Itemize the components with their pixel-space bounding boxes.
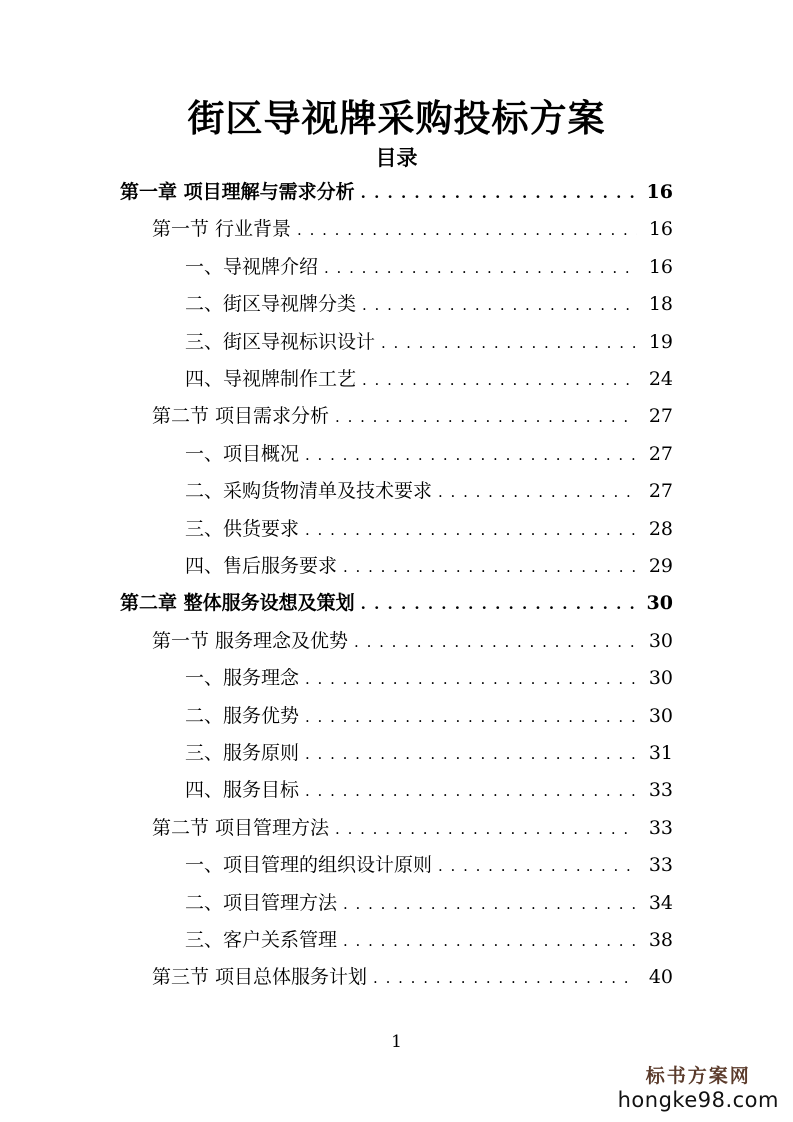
toc-entry[interactable] [185, 776, 673, 805]
toc-entry-page: 29 [648, 555, 673, 577]
toc-leader-dots [305, 776, 637, 805]
site-watermark [618, 1061, 779, 1112]
toc-entry-page: 34 [648, 892, 673, 914]
toc-entry[interactable] [185, 477, 673, 506]
toc-entry-page: 27 [648, 480, 673, 502]
watermark-site-name: 标书方案网 [645, 1065, 751, 1087]
toc-entry-label: 第二节 项目需求分析 [152, 405, 330, 427]
toc-leader-dots [373, 963, 637, 992]
toc-entry-label: 四、服务目标 [185, 779, 300, 801]
toc-leader-dots [362, 365, 637, 394]
toc-entry-label: 四、售后服务要求 [185, 555, 338, 577]
toc-entry[interactable] [152, 627, 673, 656]
toc-entry[interactable] [185, 702, 673, 731]
toc-entry-page: 30 [648, 667, 673, 689]
toc-entry-page: 18 [648, 293, 673, 315]
toc-entry-page: 30 [648, 705, 673, 727]
toc-entry-label: 第二节 项目管理方法 [152, 817, 330, 839]
toc-leader-dots [324, 253, 637, 282]
toc-entry-label: 三、服务原则 [185, 742, 300, 764]
toc-entry[interactable] [185, 440, 673, 469]
toc-leader-dots [335, 402, 637, 431]
toc-leader-dots [305, 702, 637, 731]
toc-entry-page: 30 [646, 592, 673, 614]
toc-entry[interactable] [185, 739, 673, 768]
toc-heading: 目录 [375, 145, 418, 170]
toc-entry-page: 24 [648, 368, 673, 390]
toc-entry-page: 16 [648, 218, 673, 240]
toc-leader-dots [305, 739, 637, 768]
toc-entry-page: 38 [648, 929, 673, 951]
toc-entry-page: 31 [648, 742, 673, 764]
toc-entry-page: 16 [648, 256, 673, 278]
toc-entry-page: 40 [648, 966, 673, 988]
toc-entry-label: 四、导视牌制作工艺 [185, 368, 357, 390]
toc-leader-dots [381, 328, 637, 357]
toc-entry-label: 二、项目管理方法 [185, 892, 338, 914]
toc-entry-label: 三、客户关系管理 [185, 929, 338, 951]
toc-entry[interactable] [152, 814, 673, 843]
toc-leader-dots [305, 664, 637, 693]
toc-entry-label: 第三节 项目总体服务计划 [152, 966, 368, 988]
toc-entry-page: 16 [646, 181, 673, 203]
toc-leader-dots [343, 552, 637, 581]
toc-leader-dots [362, 290, 637, 319]
toc-entry[interactable] [185, 889, 673, 918]
toc-entry-label: 第二章 整体服务设想及策划 [120, 592, 355, 614]
toc-entry-label: 一、服务理念 [185, 667, 300, 689]
toc-leader-dots [335, 814, 637, 843]
toc-entry-page: 27 [648, 443, 673, 465]
toc-entry-page: 33 [648, 854, 673, 876]
toc-entry[interactable] [185, 253, 673, 282]
toc-entry[interactable] [185, 851, 673, 880]
toc-leader-dots [343, 926, 637, 955]
toc-entry-page: 19 [648, 331, 673, 353]
toc-leader-dots [361, 178, 637, 207]
toc-leader-dots [438, 851, 637, 880]
toc-entry[interactable] [152, 215, 673, 244]
toc-entry[interactable] [185, 926, 673, 955]
toc-entry-label: 第一节 服务理念及优势 [152, 630, 349, 652]
toc-leader-dots [354, 627, 637, 656]
toc-entry-page: 27 [648, 405, 673, 427]
toc-entry-label: 一、项目管理的组织设计原则 [185, 854, 433, 876]
toc-leader-dots [343, 889, 637, 918]
toc-entry-label: 三、供货要求 [185, 518, 300, 540]
toc-entry-page: 28 [648, 518, 673, 540]
toc-entry-label: 一、项目概况 [185, 443, 300, 465]
toc-leader-dots [305, 440, 637, 469]
toc-entry[interactable] [185, 515, 673, 544]
toc-entry[interactable] [152, 963, 673, 992]
toc-entry-label: 一、导视牌介绍 [185, 256, 319, 278]
toc-entry-page: 33 [648, 779, 673, 801]
page-number: 1 [391, 1032, 402, 1052]
toc-entry[interactable] [120, 178, 673, 207]
toc-entry-label: 第一节 行业背景 [152, 218, 292, 240]
watermark-site-url: hongke98.com [617, 1088, 779, 1112]
toc-entry[interactable] [185, 290, 673, 319]
toc-entry[interactable] [185, 328, 673, 357]
toc-entry-label: 第一章 项目理解与需求分析 [120, 181, 355, 203]
toc-entry-label: 二、服务优势 [185, 705, 300, 727]
toc-entry[interactable] [120, 589, 673, 618]
toc-leader-dots [297, 215, 637, 244]
toc-entry-label: 二、街区导视牌分类 [185, 293, 357, 315]
toc-entry[interactable] [185, 365, 673, 394]
toc-entry-label: 三、街区导视标识设计 [185, 331, 376, 353]
toc-leader-dots [438, 477, 637, 506]
toc-entry-page: 30 [648, 630, 673, 652]
toc-entry-page: 33 [648, 817, 673, 839]
toc-entry-label: 二、采购货物清单及技术要求 [185, 480, 433, 502]
toc-leader-dots [361, 589, 637, 618]
toc-entry[interactable] [185, 664, 673, 693]
toc-leader-dots [305, 515, 637, 544]
toc-entry[interactable] [185, 552, 673, 581]
toc-entry[interactable] [152, 402, 673, 431]
page-title: 街区导视牌采购投标方案 [187, 96, 606, 140]
